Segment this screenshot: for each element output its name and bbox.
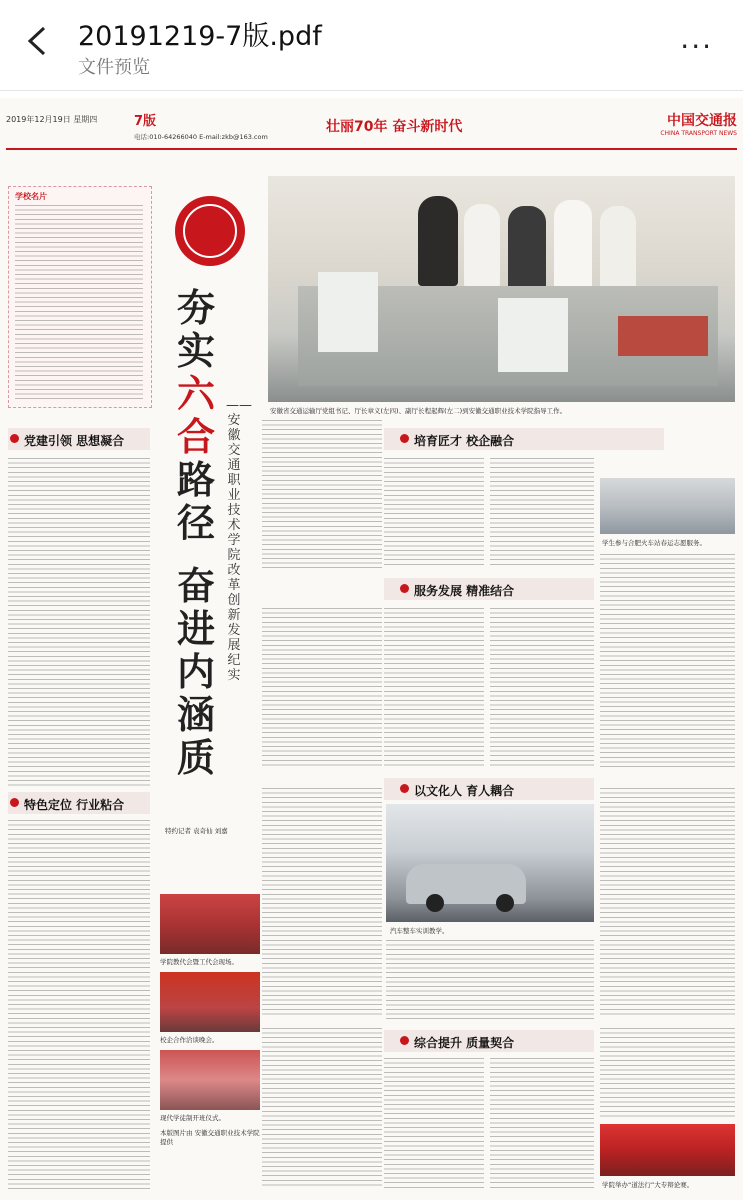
- section-heading-service: 服务发展 精准结合: [400, 582, 514, 599]
- app-header: [0, 0, 743, 90]
- caption-car-training: 汽车整车实训教学。: [390, 927, 449, 935]
- headline-char: 进: [176, 606, 215, 651]
- caption-volunteers: 学生参与合肥火车站春运志愿服务。: [602, 539, 706, 547]
- contact-line: 电话:010-64266040 E-mail:zkb@163.com: [134, 133, 268, 141]
- pdf-page-preview[interactable]: [0, 98, 743, 1200]
- article-text-col: [600, 788, 735, 1018]
- photo-apprenticeship: [160, 1050, 260, 1110]
- school-emblem-icon: [175, 196, 245, 266]
- special-planning-credit: 特约记者 袁奇仙 刘嘉: [165, 827, 228, 835]
- photo-debate: [600, 1124, 735, 1176]
- back-arrow-icon[interactable]: [26, 26, 48, 56]
- photo-credit: 本版图片由 安徽交通职业技术学院 提供: [160, 1129, 260, 1146]
- article-text-col: [600, 1028, 735, 1118]
- school-profile-heading: 学校名片: [15, 192, 47, 201]
- file-preview-label: 文件预览: [78, 57, 150, 78]
- section-heading-craftsmen: 培育匠才 校企融合: [400, 432, 514, 449]
- headline-char: 径: [176, 500, 215, 545]
- article-text-col: [600, 628, 735, 768]
- header-divider: [0, 90, 743, 91]
- article-text-col: [386, 940, 594, 1020]
- headline-char: 路: [176, 457, 215, 502]
- school-profile-box: [8, 186, 152, 408]
- anniversary-slogan: 壮丽70年 奋斗新时代: [326, 119, 463, 135]
- headline-char: 质: [176, 735, 215, 780]
- issue-date: 2019年12月19日 星期四: [6, 115, 98, 124]
- article-text-col: [490, 608, 594, 768]
- headline-char: 夯: [176, 285, 215, 330]
- headline-char: 涵: [176, 692, 215, 737]
- caption-congress: 学院教代会暨工代会现场。: [160, 958, 238, 966]
- headline-subtitle: ——安徽交通职业技术学院改革创新发展纪实: [226, 398, 252, 683]
- section-heading-party-building: 党建引领 思想凝合: [10, 432, 124, 449]
- photo-car-training: [386, 804, 594, 922]
- section-body-text: [8, 820, 150, 1190]
- section-heading-industry-position: 特色定位 行业粘合: [10, 796, 124, 813]
- article-text-col: [490, 458, 594, 568]
- headline-char: 实: [176, 328, 215, 373]
- article-text-col: [490, 1058, 594, 1188]
- headline-char: 内: [176, 649, 215, 694]
- masthead-english: CHINA TRANSPORT NEWS: [660, 130, 737, 137]
- photo-volunteers: [600, 478, 735, 534]
- section-heading-quality: 综合提升 质量契合: [400, 1034, 514, 1051]
- caption-apprenticeship: 现代学徒制开班仪式。: [160, 1114, 225, 1122]
- section-body-text: [8, 458, 150, 788]
- article-text-col: [262, 608, 382, 768]
- top-photo-model-inspection: [268, 176, 735, 402]
- section-heading-culture: 以文化人 育人耦合: [400, 782, 514, 799]
- article-text-col: [384, 1058, 484, 1188]
- caption-debate: 学院举办“道法行”大专辩论赛。: [602, 1181, 694, 1189]
- headline-char: 合: [176, 414, 215, 459]
- school-profile-text: [15, 205, 143, 401]
- headline-char: 奋: [176, 563, 215, 608]
- newspaper-header: [6, 108, 737, 150]
- article-text-col: [384, 458, 484, 568]
- article-text-col: [262, 1028, 382, 1188]
- article-text-col: [384, 608, 484, 768]
- page-number: 7版: [134, 114, 157, 129]
- top-photo-caption: 安徽省交通运输厅党组书记、厅长章义(左四)、副厅长程起辉(左二)到安徽交通职业技术学院指导工作。: [270, 407, 567, 415]
- file-title: 20191219-7版.pdf: [78, 21, 322, 52]
- article-text-col: [600, 554, 735, 624]
- more-options-icon[interactable]: ···: [680, 30, 713, 63]
- headline-char: 六: [176, 371, 215, 416]
- photo-enterprise: [160, 972, 260, 1032]
- main-headline: [172, 286, 220, 779]
- photo-congress: [160, 894, 260, 954]
- masthead: 中国交通报: [667, 113, 737, 129]
- caption-enterprise: 校企合作洽谈晚会。: [160, 1036, 219, 1044]
- article-text-col: [262, 788, 382, 1018]
- article-text-col: [262, 420, 382, 570]
